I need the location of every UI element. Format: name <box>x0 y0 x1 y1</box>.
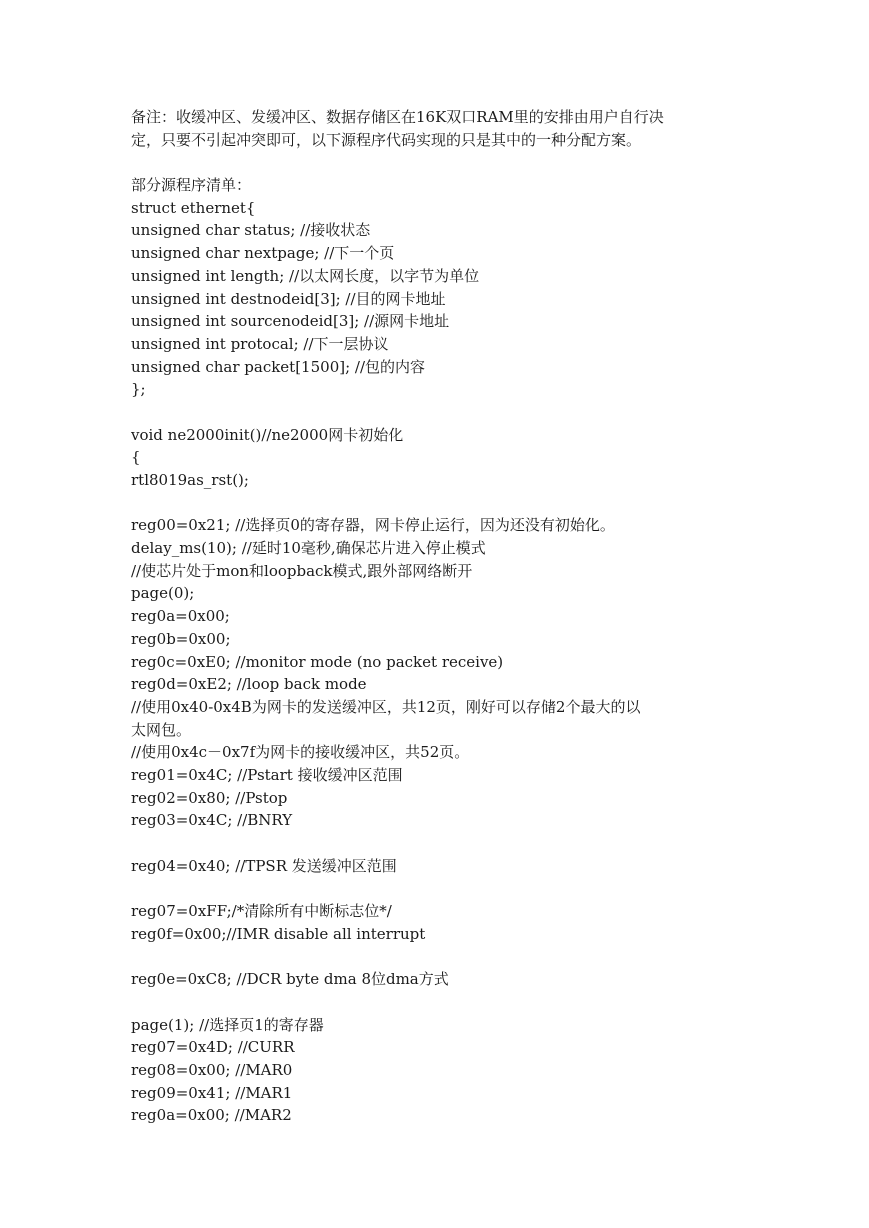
code-line: reg08=0x00; //MAR0 <box>131 1060 293 1079</box>
code-line: reg0e=0xC8; //DCR byte dma 8位dma方式 <box>131 970 449 989</box>
code-line: { <box>131 448 141 467</box>
init-register-block <box>131 514 741 832</box>
code-line: reg0d=0xE2; //loop back mode <box>131 675 367 694</box>
code-line: reg0c=0xE0; //monitor mode (no packet receive) <box>131 652 504 671</box>
code-line: reg0a=0x00; <box>131 607 230 626</box>
code-line: reg0b=0x00; <box>131 629 231 648</box>
code-line: reg00=0x21; //选择页0的寄存器，网卡停止运行，因为还没有初始化。 <box>131 516 615 535</box>
code-line: unsigned int sourcenodeid[3]; //源网卡地址 <box>131 312 450 331</box>
code-line: reg01=0x4C; //Pstart 接收缓冲区范围 <box>131 765 403 784</box>
code-line: unsigned int length; //以太网长度，以字节为单位 <box>131 266 480 285</box>
code-line: rtl8019as_rst(); <box>131 471 249 489</box>
code-line: page(0); <box>131 584 195 603</box>
code-line: struct ethernet{ <box>131 198 256 217</box>
code-line: unsigned int protocal; //下一层协议 <box>131 334 389 353</box>
code-line: 太网包。 <box>131 720 192 739</box>
blank-line <box>131 492 741 515</box>
code-line: unsigned char nextpage; //下一个页 <box>131 244 395 263</box>
code-line: //使芯片处于mon和loopback模式,跟外部网络断开 <box>131 561 473 580</box>
code-line: void ne2000init()//ne2000网卡初始化 <box>131 425 404 444</box>
section-title: 部分源程序清单： <box>131 176 252 195</box>
note-line-1: 备注：收缓冲区、发缓冲区、数据存储区在16K双口RAM里的安排由用户自行决 <box>131 108 664 126</box>
code-line: reg07=0xFF;/*清除所有中断标志位*/ <box>131 902 392 921</box>
code-line: reg09=0x41; //MAR1 <box>131 1083 293 1102</box>
code-line: reg07=0x4D; //CURR <box>131 1038 295 1057</box>
blank-line <box>131 877 741 900</box>
code-line: unsigned char packet[1500]; //包的内容 <box>131 357 426 376</box>
code-line: delay_ms(10); //延时10毫秒,确保芯片进入停止模式 <box>131 539 486 558</box>
blank-line <box>131 832 741 855</box>
blank-line <box>131 991 741 1014</box>
code-line: unsigned char status; //接收状态 <box>131 221 371 240</box>
code-line: reg0a=0x00; //MAR2 <box>131 1106 292 1125</box>
code-line: //使用0x40-0x4B为网卡的发送缓冲区，共12页，刚好可以存储2个最大的以 <box>131 697 641 716</box>
interrupt-block <box>131 900 741 945</box>
code-line: page(1); //选择页1的寄存器 <box>131 1015 324 1034</box>
code-line: reg0f=0x00;//IMR disable all interrupt <box>131 924 426 943</box>
struct-code-block <box>131 197 741 401</box>
init-function-head <box>131 424 741 492</box>
code-line: reg04=0x40; //TPSR 发送缓冲区范围 <box>131 856 397 875</box>
page1-register-block <box>131 1014 741 1127</box>
blank-line <box>131 401 741 424</box>
code-line: reg02=0x80; //Pstop <box>131 788 288 807</box>
note-line-2: 定，只要不引起冲突即可，以下源程序代码实现的只是其中的一种分配方案。 <box>131 130 642 149</box>
code-line: }; <box>131 380 146 399</box>
code-line: reg03=0x4C; //BNRY <box>131 811 293 830</box>
blank-line <box>131 945 741 968</box>
code-line: //使用0x4c－0x7f为网卡的接收缓冲区，共52页。 <box>131 743 470 762</box>
blank-line <box>131 151 741 174</box>
document-content <box>131 106 741 1127</box>
code-line: unsigned int destnodeid[3]; //目的网卡地址 <box>131 289 446 308</box>
